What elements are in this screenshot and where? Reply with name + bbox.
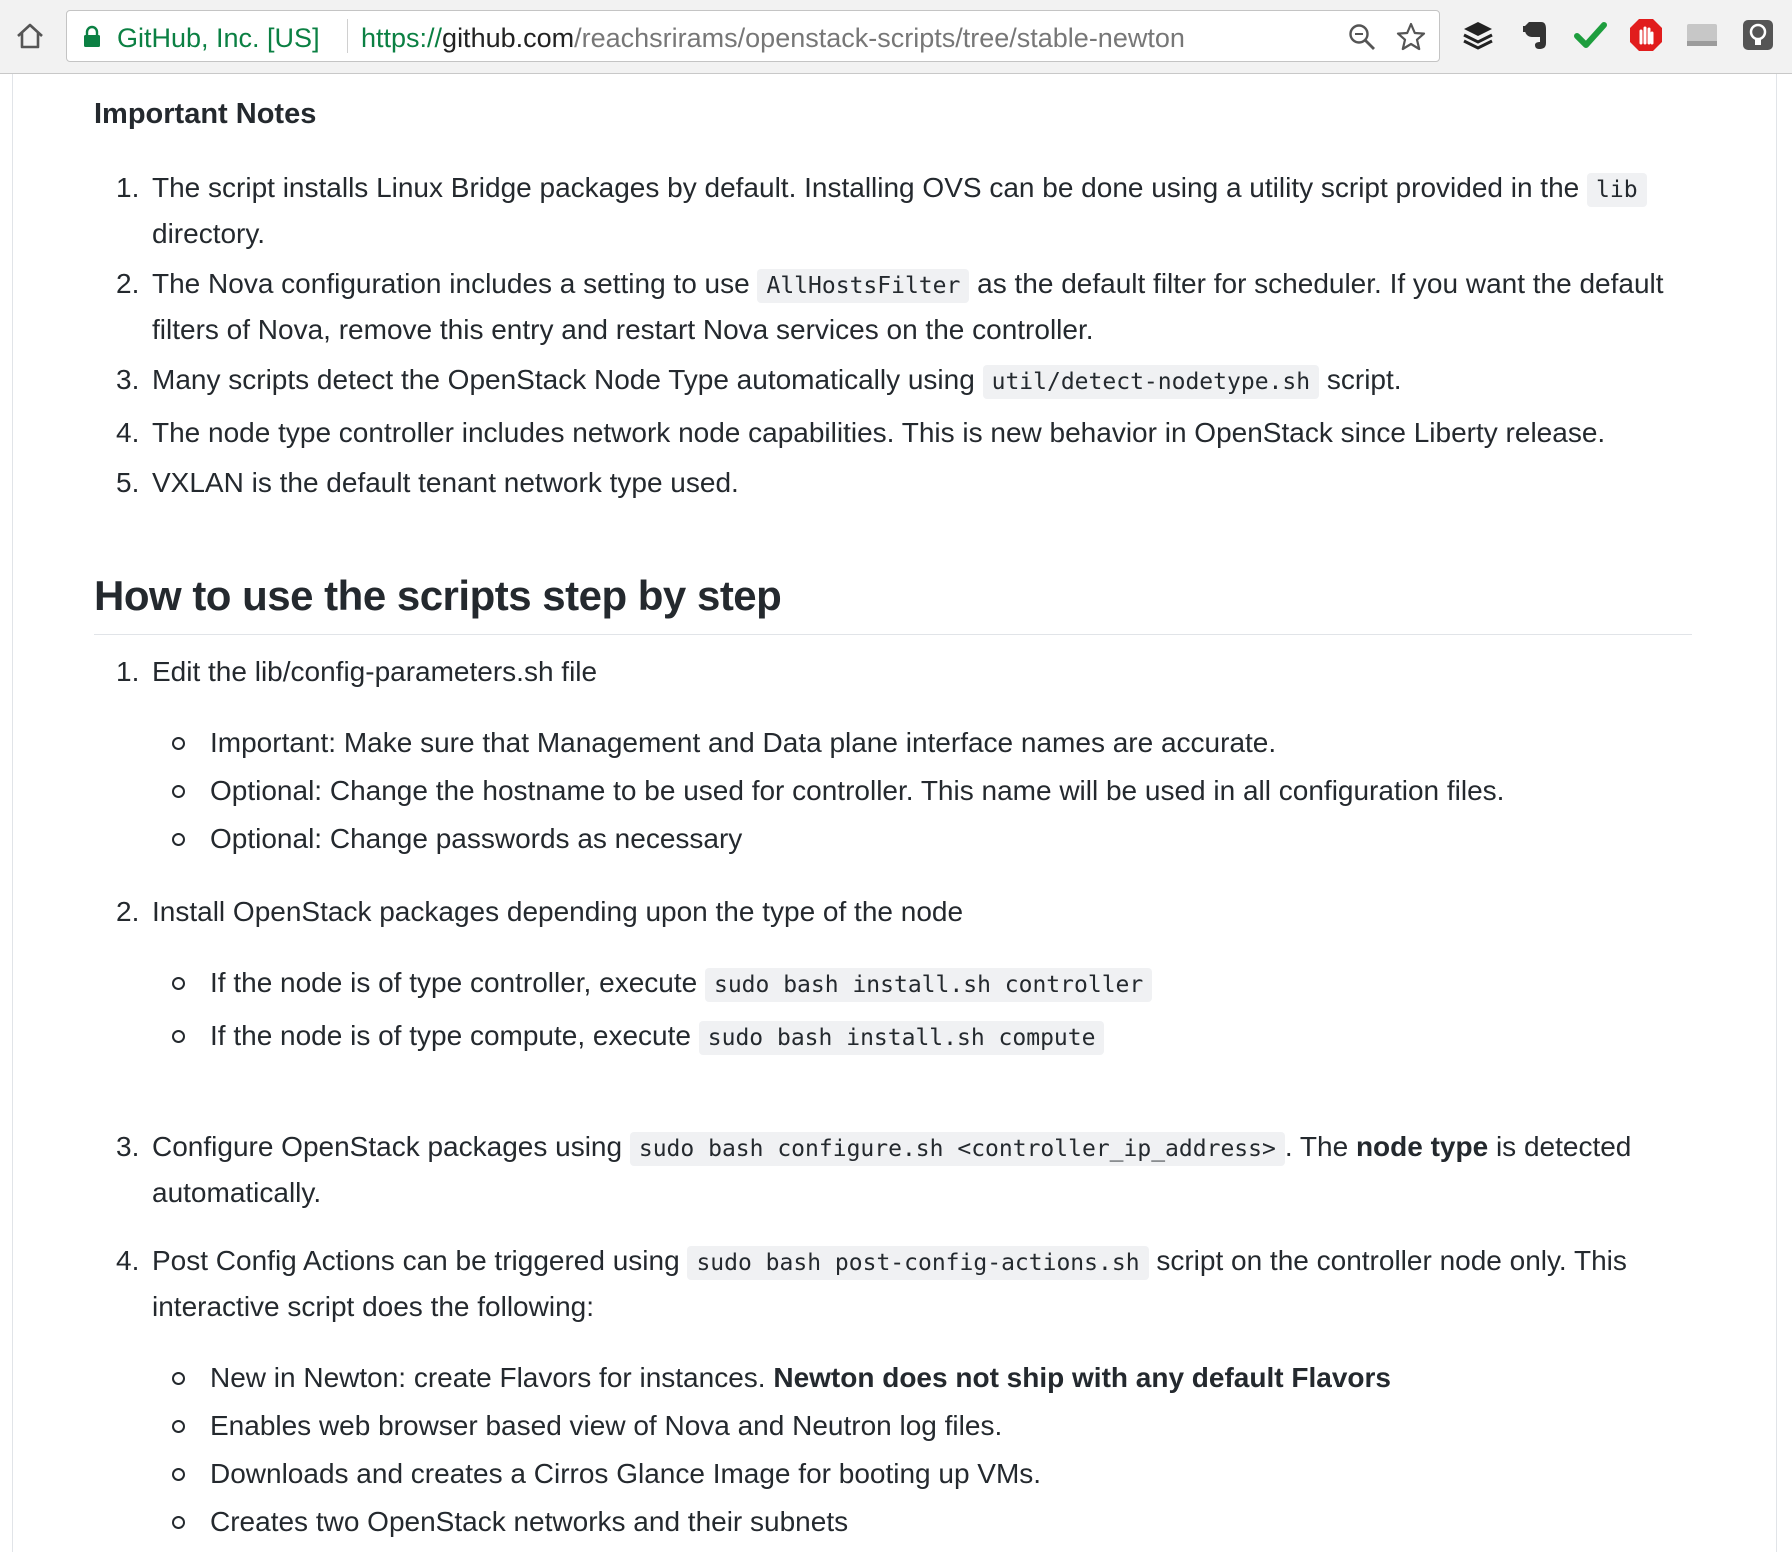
sub-item-bold-text: Newton does not ship with any default Flavors	[773, 1362, 1391, 1393]
list-item	[94, 358, 1692, 404]
lock-icon	[83, 25, 101, 47]
item-number: 2.	[116, 896, 140, 927]
sub-item-text: If the node is of type controller, execute	[210, 967, 705, 998]
sub-item-text: Optional: Change passwords as necessary	[210, 823, 743, 854]
sub-item-text: Optional: Change the hostname to be used for controller. This name will be used in all configuration files.	[210, 775, 1505, 806]
sub-list-item	[152, 1356, 1692, 1399]
readme-border-right	[1776, 74, 1777, 1552]
howto-step-4	[94, 1239, 1692, 1543]
inline-code: sudo bash post-config-actions.sh	[687, 1246, 1148, 1280]
omnibox-divider	[347, 19, 348, 53]
site-identity[interactable]: GitHub, Inc. [US]	[117, 23, 320, 53]
item-number: 2.	[116, 268, 140, 299]
check-icon[interactable]	[1572, 17, 1608, 53]
zoom-icon[interactable]	[1347, 22, 1377, 52]
home-icon[interactable]	[12, 18, 48, 54]
item-number: 4.	[116, 1245, 140, 1276]
item-number: 1.	[116, 172, 140, 203]
inline-code: sudo bash install.sh compute	[699, 1021, 1105, 1055]
sub-item-text: Enables web browser based view of Nova and Neutron log files.	[210, 1410, 1003, 1441]
howto-step-1	[94, 650, 1692, 860]
important-notes-list	[94, 166, 1692, 504]
item-text: . The	[1284, 1131, 1356, 1162]
item-number: 5.	[116, 467, 140, 498]
sub-item-text: If the node is of type compute, execute	[210, 1020, 699, 1051]
item-text: as the default filter for scheduler. If you want the default filters of Nova, remove this entry and restart Nova services on the controller.	[152, 268, 1664, 345]
bullet-icon	[172, 737, 185, 750]
item-text: Edit the lib/config-parameters.sh file	[152, 656, 598, 687]
sub-list-item	[152, 1404, 1692, 1447]
howto-step-2	[94, 890, 1692, 1060]
bullet-icon	[172, 977, 185, 990]
list-item	[94, 1125, 1692, 1214]
item-number: 3.	[116, 364, 140, 395]
bullet-icon	[172, 1372, 185, 1385]
bullet-icon	[172, 833, 185, 846]
list-item	[94, 262, 1692, 351]
inline-code: sudo bash install.sh controller	[705, 968, 1152, 1002]
buffer-icon[interactable]	[1460, 17, 1496, 53]
important-notes-heading: Important Notes	[94, 98, 317, 130]
list-item	[94, 166, 1692, 255]
item-number: 3.	[116, 1131, 140, 1162]
bullet-icon	[172, 1030, 185, 1043]
adblock-icon[interactable]	[1628, 17, 1664, 53]
item-text: Many scripts detect the OpenStack Node Type automatically using	[152, 364, 983, 395]
sub-list-item	[152, 817, 1692, 860]
sub-list	[152, 721, 1692, 860]
inline-code: AllHostsFilter	[757, 269, 969, 303]
bullet-icon	[172, 1468, 185, 1481]
item-text: Install OpenStack packages depending upon the type of the node	[152, 896, 964, 927]
list-item	[94, 461, 1692, 504]
item-text: directory.	[152, 218, 266, 249]
bulb-icon[interactable]	[1740, 17, 1776, 53]
sub-list	[152, 1356, 1692, 1543]
browser-toolbar	[0, 0, 1792, 74]
sub-item-text: Important: Make sure that Management and Data plane interface names are accurate.	[210, 727, 1277, 758]
bullet-icon	[172, 1420, 185, 1433]
readme-border-left	[12, 74, 13, 1552]
inline-code: util/detect-nodetype.sh	[983, 365, 1320, 399]
item-number: 4.	[116, 417, 140, 448]
sub-list	[152, 961, 1692, 1060]
item-text: is detected automatically.	[152, 1131, 1632, 1208]
item-bold-text: node type	[1355, 1131, 1489, 1162]
url-path: /reachsrirams/openstack-scripts/tree/stable-newton	[574, 23, 1185, 53]
item-text: script.	[1319, 364, 1402, 395]
item-number: 1.	[116, 656, 140, 687]
bullet-icon	[172, 785, 185, 798]
url-host: github.com	[442, 23, 575, 53]
sub-list-item	[152, 1014, 1692, 1060]
howto-step-3	[94, 1125, 1692, 1214]
item-text: The node type controller includes network node capabilities. This is new behavior in OpenStack since Liberty release.	[152, 417, 1606, 448]
item-text: Post Config Actions can be triggered using	[152, 1245, 688, 1276]
inline-code: sudo bash configure.sh <controller_ip_address>	[630, 1132, 1285, 1166]
item-text: script on the controller node only. This interactive script does the following:	[152, 1245, 1627, 1322]
bookmark-star-icon[interactable]	[1395, 21, 1427, 53]
inline-code: lib	[1587, 173, 1647, 207]
section-heading: How to use the scripts step by step	[94, 572, 1692, 635]
sub-list-item	[152, 961, 1692, 1007]
sub-item-text: Creates two OpenStack networks and their subnets	[210, 1506, 849, 1537]
sub-item-text: Downloads and creates a Cirros Glance Image for booting up VMs.	[210, 1458, 1042, 1489]
list-item	[94, 890, 1692, 1060]
bullet-icon	[172, 1516, 185, 1529]
sub-item-text: New in Newton: create Flavors for instances.	[210, 1362, 774, 1393]
list-item	[94, 411, 1692, 454]
item-text: The script installs Linux Bridge packages by default. Installing OVS can be done using a utility script provided in the	[152, 172, 1588, 203]
sub-list-item	[152, 1500, 1692, 1543]
sub-list-item	[152, 721, 1692, 764]
item-text: Configure OpenStack packages using	[152, 1131, 630, 1162]
list-item	[94, 1239, 1692, 1543]
sub-list-item	[152, 769, 1692, 812]
url-scheme: https://	[361, 23, 443, 53]
item-text: The Nova configuration includes a setting to use	[152, 268, 758, 299]
evernote-icon[interactable]	[1516, 17, 1552, 53]
url-text[interactable]	[361, 23, 1185, 54]
sub-list-item	[152, 1452, 1692, 1495]
address-bar[interactable]	[66, 10, 1440, 62]
item-text: VXLAN is the default tenant network type used.	[152, 467, 739, 498]
list-item	[94, 650, 1692, 860]
tab-icon[interactable]	[1684, 17, 1720, 53]
